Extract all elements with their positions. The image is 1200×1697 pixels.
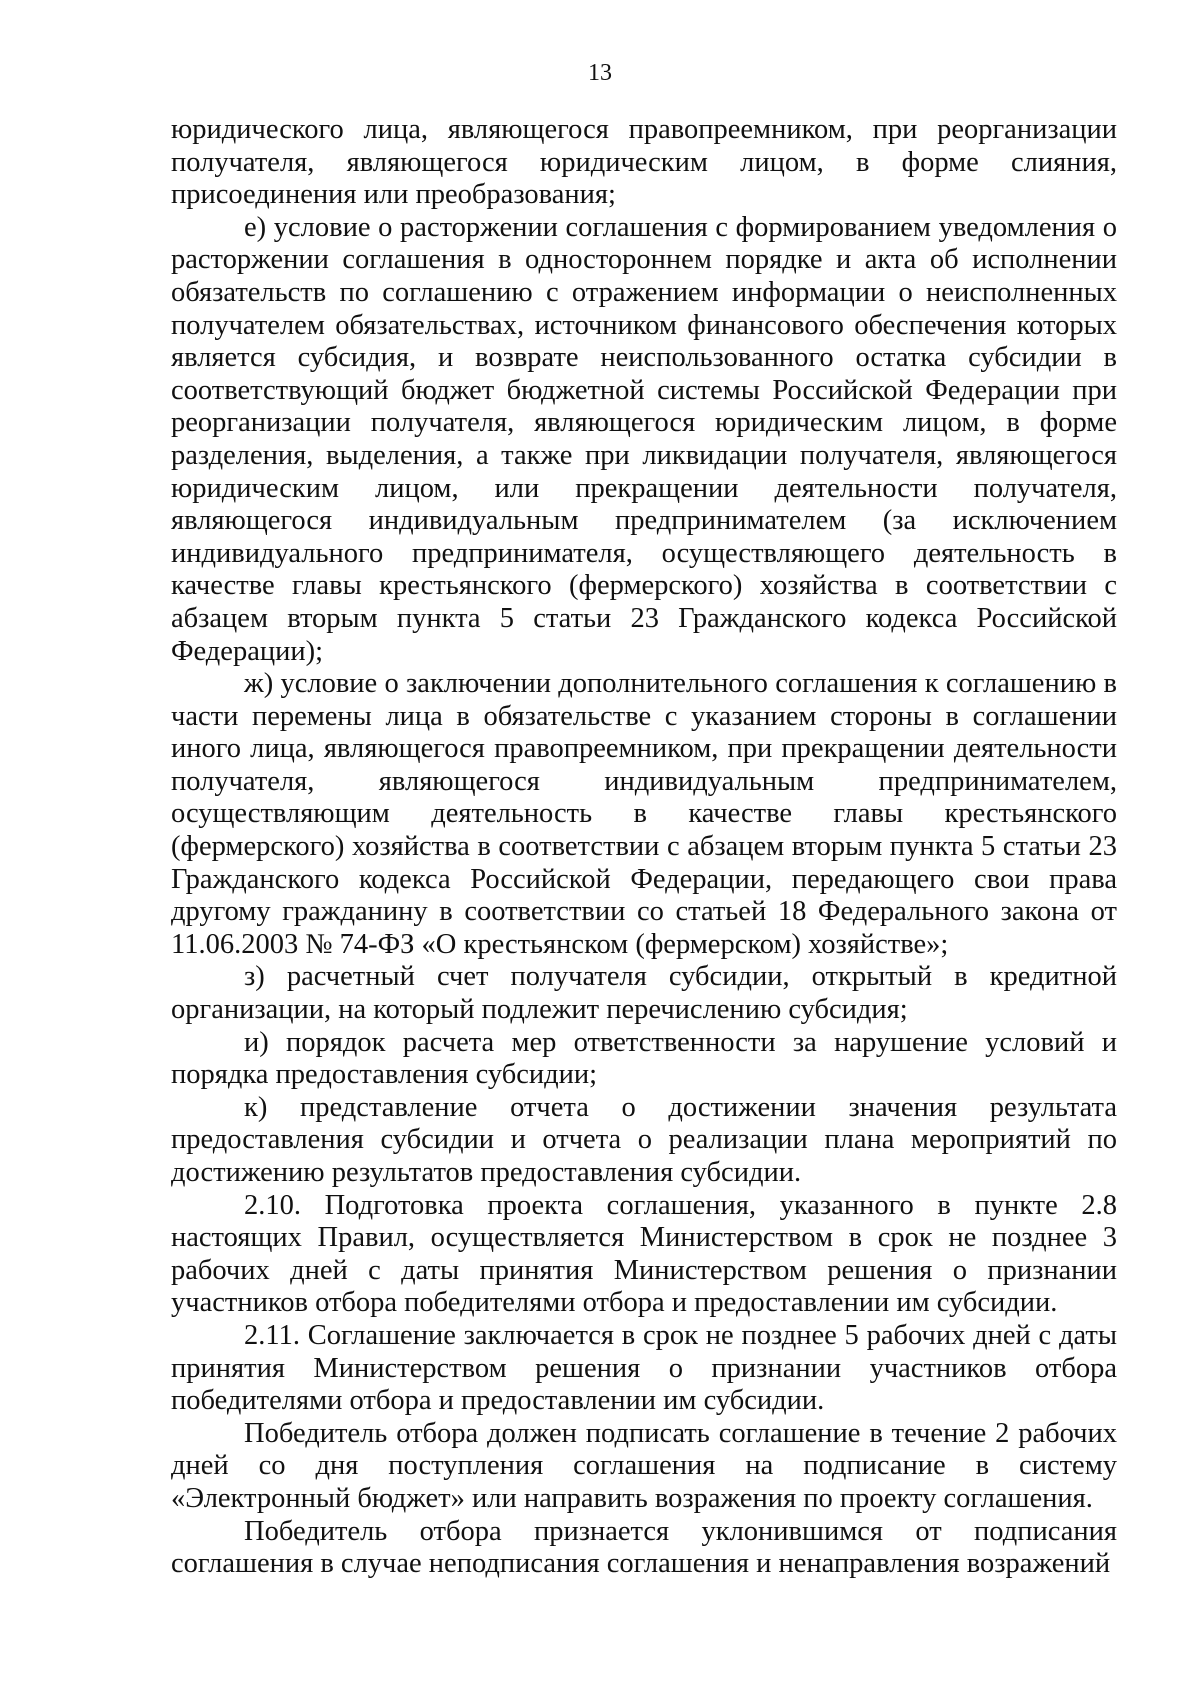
page-number: 13 xyxy=(588,60,612,86)
document-body xyxy=(171,114,1117,1581)
paragraph-item-k: к) представление отчета о достижении значения результата предоставления субсидии и отчета о реализации плана мероприятий по достижению результатов предоставления субсидии. xyxy=(171,1091,1117,1188)
paragraph-clause-2-10: 2.10. Подготовка проекта соглашения, указанного в пункте 2.8 настоящих Правил, осуществляется Министерством в срок не позднее 3 рабочих дней с даты принятия Министерством решения о признании участников отбора победителями отбора и предоставлении им субсидии. xyxy=(171,1189,1117,1319)
paragraph-clause-2-11: 2.11. Соглашение заключается в срок не позднее 5 рабочих дней с даты принятия Министерством решения о признании участников отбора победителями отбора и предоставлении им субсидии. xyxy=(171,1319,1117,1417)
paragraph-continuation: юридического лица, являющегося правопреемником, при реорганизации получателя, являющегося юридическим лицом, в форме слияния, присоединения или преобразования; xyxy=(171,114,1117,211)
paragraph-signing-deadline: Победитель отбора должен подписать соглашение в течение 2 рабочих дней со дня поступления соглашения на подписание в систему «Электронный бюджет» или направить возражения по проекту соглашения. xyxy=(171,1417,1117,1514)
paragraph-evasion: Победитель отбора признается уклонившимся от подписания соглашения в случае неподписания соглашения и ненаправления возражений xyxy=(171,1515,1117,1580)
paragraph-item-zh: ж) условие о заключении дополнительного соглашения к соглашению в части перемены лица в обязательстве с указанием стороны в соглашении иного лица, являющегося правопреемником, при прекращении деятельности получателя, являющегося индивидуальным предпринимателем, осуществляющим деятельность в качестве главы крестьянского (фермерского) хозяйства в соответствии с абзацем вторым пункта 5 статьи 23 Гражданского кодекса Российской Федерации, передающего свои права другому гражданину в соответствии со статьей 18 Федерального закона от 11.06.2003 № 74-ФЗ «О крестьянском (фермерском) хозяйстве»; xyxy=(171,668,1117,960)
paragraph-item-i: и) порядок расчета мер ответственности за нарушение условий и порядка предоставления субсидии; xyxy=(171,1026,1117,1091)
paragraph-item-z: з) расчетный счет получателя субсидии, открытый в кредитной организации, на который подлежит перечислению субсидия; xyxy=(171,961,1117,1026)
paragraph-item-e: е) условие о расторжении соглашения с формированием уведомления о расторжении соглашения в одностороннем порядке и акта об исполнении обязательств по соглашению с отражением информации о неисполненных получателем обязательствах, источником финансового обеспечения которых является субсидия, и возврате неиспользованного остатка субсидии в соответствующий бюджет бюджетной системы Российской Федерации при реорганизации получателя, являющегося юридическим лицом, в форме разделения, выделения, а также при ликвидации получателя, являющегося юридическим лицом, или прекращении деятельности получателя, являющегося индивидуальным предпринимателем (за исключением индивидуального предпринимателя, осуществляющего деятельность в качестве главы крестьянского (фермерского) хозяйства в соответствии с абзацем вторым пункта 5 статьи 23 Гражданского кодекса Российской Федерации); xyxy=(171,211,1117,667)
